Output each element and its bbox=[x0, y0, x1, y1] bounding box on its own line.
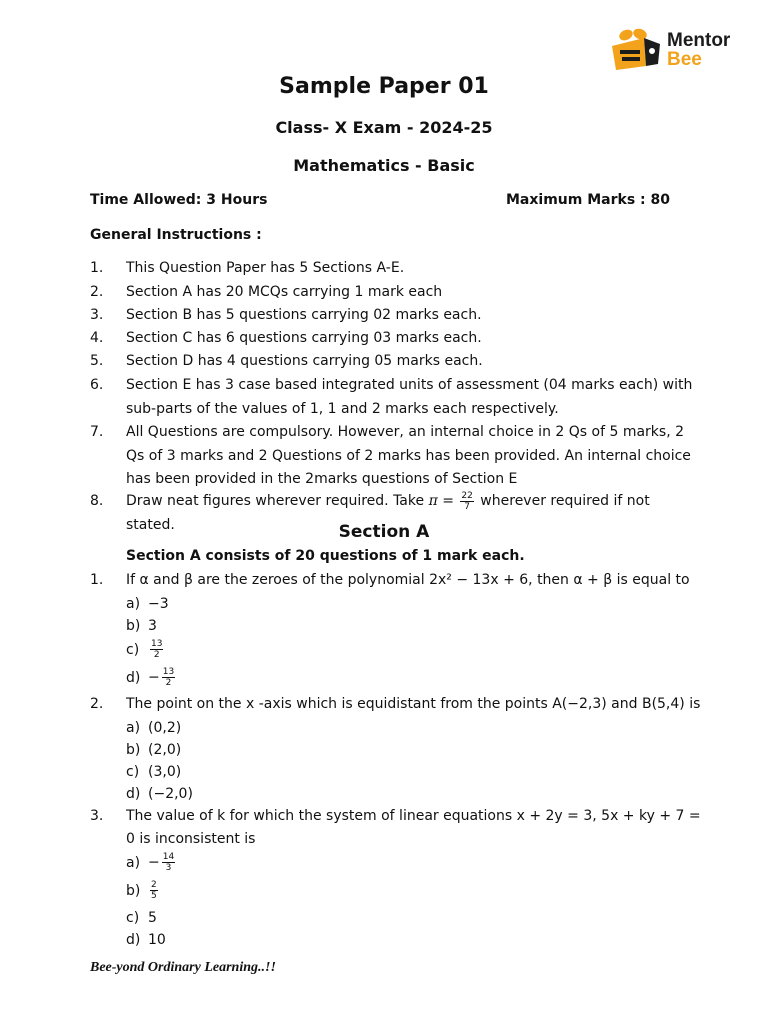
instruction-item bbox=[90, 421, 702, 492]
logo-text-mentor: Mentor bbox=[667, 30, 731, 51]
option-value: (3,0) bbox=[148, 764, 182, 780]
question-text: The value of k for which the system of linear equations x + 2y = 3, 5x + ky + 7 = 0 is inconsistent is bbox=[126, 808, 701, 847]
option-item bbox=[126, 616, 157, 636]
option-item bbox=[126, 852, 177, 873]
option-item bbox=[126, 718, 181, 738]
option-item bbox=[126, 762, 181, 782]
question-number: 2. bbox=[90, 696, 104, 712]
question-text: The point on the x -axis which is equidistant from the points A(−2,3) and B(5,4) is bbox=[126, 696, 701, 712]
instruction-number: 1. bbox=[90, 260, 104, 276]
option-item bbox=[126, 784, 193, 804]
option-value: (−2,0) bbox=[148, 786, 193, 802]
section-title: Section A bbox=[338, 522, 430, 542]
fraction-denominator: 2 bbox=[153, 650, 160, 660]
option-value: (0,2) bbox=[148, 720, 182, 736]
pi-numerator: 22 bbox=[461, 490, 473, 501]
fraction-numerator: 14 bbox=[162, 852, 175, 862]
pi-fraction bbox=[460, 491, 473, 512]
instruction-number: 7. bbox=[90, 424, 104, 440]
instruction-text: Section A has 20 MCQs carrying 1 mark each bbox=[126, 284, 443, 300]
option-fraction bbox=[162, 667, 175, 688]
option-item bbox=[126, 667, 177, 688]
instruction-item bbox=[90, 257, 702, 281]
option-item bbox=[126, 880, 160, 901]
option-item bbox=[126, 908, 157, 928]
option-item bbox=[126, 740, 181, 760]
pi-symbol: π = bbox=[428, 493, 459, 509]
instruction-text: Section B has 5 questions carrying 02 marks each. bbox=[126, 307, 482, 323]
instruction-text: Section C has 6 questions carrying 03 marks each. bbox=[126, 330, 482, 346]
instruction-text: All Questions are compulsory. However, an internal choice in 2 Qs of 5 marks, 2 Qs of 3 marks and 2 Questions of 2 marks has been provided. An internal choice has been provided in the 2marks questions of Section E bbox=[126, 424, 691, 487]
pi-denominator: 7 bbox=[464, 501, 470, 512]
general-instructions-heading: General Instructions : bbox=[90, 227, 262, 243]
bee-icon bbox=[606, 26, 664, 76]
instruction-text-end: wherever required if not stated. bbox=[126, 493, 650, 533]
option-label: c) bbox=[126, 910, 140, 926]
instruction-item bbox=[90, 350, 702, 374]
instruction-text: Section D has 4 questions carrying 05 marks each. bbox=[126, 353, 483, 369]
option-label: a) bbox=[126, 854, 141, 871]
question-number: 3. bbox=[90, 808, 104, 824]
option-fraction bbox=[150, 639, 163, 660]
footer-tagline: Bee-yond Ordinary Learning..!! bbox=[90, 960, 276, 975]
option-item bbox=[126, 594, 169, 614]
fraction-denominator: 2 bbox=[165, 678, 172, 688]
option-label: c) bbox=[126, 641, 140, 658]
option-label: b) bbox=[126, 882, 141, 899]
section-subtitle: Section A consists of 20 questions of 1 mark each. bbox=[126, 548, 525, 564]
option-label: c) bbox=[126, 764, 140, 780]
instruction-number: 2. bbox=[90, 284, 104, 300]
instruction-item bbox=[90, 281, 702, 305]
option-fraction bbox=[162, 852, 175, 873]
logo-text-bee: Bee bbox=[667, 49, 702, 70]
option-value: 10 bbox=[148, 932, 166, 948]
fraction-numerator: 13 bbox=[162, 667, 175, 677]
instruction-item bbox=[90, 304, 702, 328]
question-item bbox=[90, 569, 702, 592]
instruction-text: This Question Paper has 5 Sections A-E. bbox=[126, 260, 405, 276]
class-line: Class- X Exam - 2024-25 bbox=[275, 118, 493, 137]
option-label: b) bbox=[126, 618, 141, 634]
time-allowed: Time Allowed: 3 Hours bbox=[90, 192, 268, 208]
option-label: d) bbox=[126, 786, 141, 802]
option-fraction bbox=[150, 880, 158, 901]
option-value: 3 bbox=[148, 618, 157, 634]
instruction-item bbox=[90, 374, 702, 421]
subject-line: Mathematics - Basic bbox=[293, 156, 475, 175]
maximum-marks: Maximum Marks : 80 bbox=[506, 192, 670, 208]
fraction-numerator: 2 bbox=[151, 880, 157, 890]
instruction-number: 6. bbox=[90, 377, 104, 393]
fraction-denominator: 5 bbox=[151, 891, 157, 901]
option-label: a) bbox=[126, 720, 141, 736]
question-number: 1. bbox=[90, 572, 104, 588]
instruction-number: 8. bbox=[90, 493, 104, 509]
fraction-numerator: 13 bbox=[151, 639, 163, 649]
option-label: a) bbox=[126, 596, 141, 612]
fraction-denominator: 3 bbox=[165, 863, 172, 873]
instruction-number: 5. bbox=[90, 353, 104, 369]
question-item bbox=[90, 693, 702, 716]
option-sign: − bbox=[148, 669, 160, 686]
option-value: −3 bbox=[148, 596, 169, 612]
option-value: (2,0) bbox=[148, 742, 182, 758]
paper-title: Sample Paper 01 bbox=[279, 74, 489, 99]
option-label: d) bbox=[126, 669, 141, 686]
option-label: b) bbox=[126, 742, 141, 758]
question-item bbox=[90, 805, 702, 851]
instruction-item bbox=[90, 327, 702, 351]
option-item bbox=[126, 639, 165, 660]
instruction-number: 3. bbox=[90, 307, 104, 323]
instruction-text: Section E has 3 case based integrated units of assessment (04 marks each) with sub-parts of the values of 1, 1 and 2 marks each respectively. bbox=[126, 377, 693, 417]
instruction-text-start: Draw neat figures wherever required. Take bbox=[126, 493, 429, 509]
option-item bbox=[126, 930, 166, 950]
option-value: 5 bbox=[148, 910, 157, 926]
instruction-number: 4. bbox=[90, 330, 104, 346]
mentor-bee-logo bbox=[606, 26, 746, 78]
option-label: d) bbox=[126, 932, 141, 948]
option-sign: − bbox=[148, 854, 160, 871]
question-text: If α and β are the zeroes of the polynomial 2x² − 13x + 6, then α + β is equal to bbox=[126, 572, 690, 588]
